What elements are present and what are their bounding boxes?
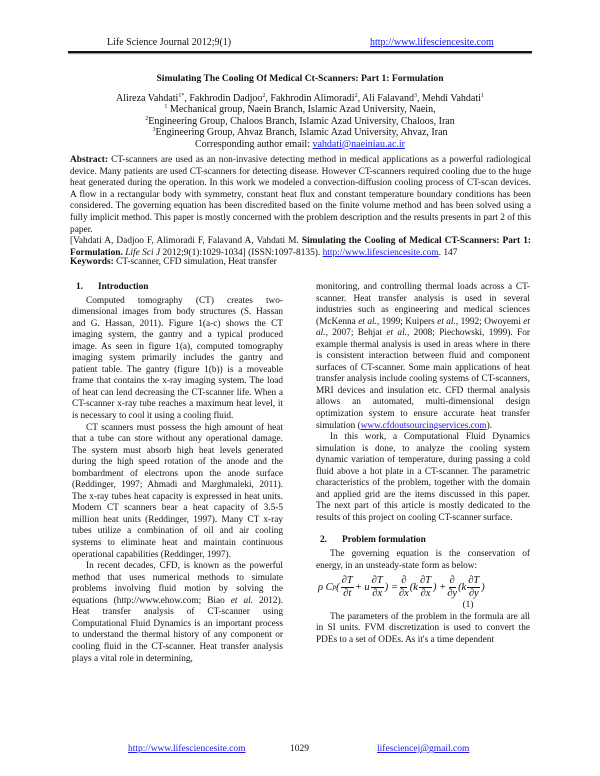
eq-term: ) [481,581,485,593]
text-run: [Vahdati A, Dadjoo F, Alimoradi F, Falavand A, Vahdati M. [70,236,302,247]
author-sup: 2 [354,93,358,99]
author: Fakhrodin Alimoradi [270,93,355,104]
section-heading-problem-formulation [316,535,530,547]
abstract-text [70,155,531,236]
citation [70,236,531,259]
paragraph [72,423,283,562]
text-run: The governing equation is the conservation of energy, in an unsteady-state form as below: [316,549,530,571]
eq-fraction: $\frac{\partial T}{\partial t}$ [341,575,353,600]
text-run: CT-scanners are used as an non-invasive detecting method in medical applications as a powerful radiological device. Many patients are used CT-scanners for detecting disease. However CT-scanners required cooling due to the huge heat generated during the operation. In this work we modeled a convection-diffusion cooling process of CT-scan devices. A flow in a rectangular body with symmetry, constant heat flux and constant temperature boundary conditions has been considered. The governing equation has been discredited based on the finite volume method and has been solved using a fully implicit method. This paper is mostly concerned with the problem description and the results presents in part 2 of this paper. [70,155,531,235]
text-run: In this work, a Computational Fluid Dynamics simulation is done, to analyze the cooling system dynamic variation of temperature, during passing a cold fluid above a hot plate in a CT-scanner. The parametric characteristics of the problem, together with the domain and applied grid are the items discussed in this paper. The next part of this article is mostly dedicated to the results of this project on cooling CT-scanner surface. [316,432,530,523]
affiliation-text: Mechanical group, Naein Branch, Islamic Azad University, Naein, [167,104,436,116]
text-run: , 1999; Kuipers [376,316,438,327]
energy-equation [318,575,530,600]
inline-link[interactable]: http://www.lifesciencesite.com [322,247,439,258]
journal-url-link[interactable]: http://www.lifesciencesite.com [370,37,494,48]
eq-term: ρ C [318,581,333,593]
corresponding-email-link[interactable]: vahdati@naeiniau.ac.ir [312,138,405,150]
abstract [70,155,531,259]
text-run: , 2007; Behjat [325,328,387,339]
eq-fraction: $\frac{\partial}{\partial x}$ [398,575,409,600]
eq-sub: p [332,582,337,591]
authors-block [0,93,600,150]
eq-fraction: $\frac{\partial T}{\partial x}$ [419,575,431,600]
italic-text: et al. [386,328,407,339]
text-run: CT-scanner, CFD simulation, Heat transfer [113,257,277,267]
paragraph [316,549,530,572]
journal-name: Life Science Journal 2012;9(1) [107,37,232,48]
bold-text: Abstract: [70,155,112,165]
footer-url-link[interactable]: http://www.lifesciencesite.com [128,744,246,754]
inline-link[interactable]: www.cfdoutsourcingservices.com [360,420,487,431]
italic-text: et al. [230,595,253,606]
italic-text: et al. [316,316,531,339]
right-column [316,282,530,646]
author: Ali Falavand [362,93,414,104]
affiliation [0,116,600,127]
text-run: Computed tomography (CT) creates two-dimensional images from body structures (S. Hassan and G. Hassan, 2011). Figure 1(a-c) shows the CT imaging system, the gantry and a typical produced image. As seen in figure 1(a), computed tomography imaging system primarily includes the gantry and patient table. The gantry (figure 1(b)) is a moveable frame that contains the x-ray imaging system. The load of heat can lend decreasing the CT-scanner life. When a CT-scanner x-ray tube reaches a maximum heat level, it is necessary to cool it using a cooling fluid. [72,295,283,422]
author: Mehdi Vahdati [421,93,481,104]
affiliation-text: Engineering Group, Ahvaz Branch, Islamic Azad University, Ahvaz, Iran [155,127,448,139]
left-column [72,282,283,665]
author-sup: 1* [178,93,185,99]
paragraph [316,432,530,524]
text-run: 2012). Heat transfer analysis of CT-scanner using Computational Fluid Dynamics is an important process to understand the thermal history of any component or cooling fluid in the CT-scanner. Heat transfer analysis plays a vital role in determining, [72,595,283,664]
author-sup: 3 [413,93,417,99]
affiliation-sup: 2 [145,115,149,122]
page-number: 1029 [290,744,309,754]
section-number: 2. [320,535,327,546]
paper-title: Simulating The Cooling Of Medical Ct-Scanners: Part 1: Formulation [156,73,444,84]
section-title: Introduction [98,282,149,292]
keywords [70,257,277,267]
italic-text: Life Sci J [125,247,161,258]
equation-number: (1) [462,600,474,611]
paragraph [72,561,283,665]
text-run: 2012;9(1):1029-1034] (ISSN:1097-8135). [160,247,323,258]
text-run: monitoring, and controlling thermal loads across a CT-scanner. Heat transfer analysis is used in several industries such as engineering and medical sciences (McKenna [316,282,530,327]
eq-term: + u [354,581,370,593]
eq-fraction: $\frac{\partial}{\partial y}$ [447,575,458,600]
text-run: ). [486,420,493,431]
corresponding-label: Corresponding author email: [195,138,313,150]
affiliation [0,127,600,138]
section-heading-introduction [72,282,283,294]
affiliation [0,104,600,115]
paragraph [316,282,530,432]
text-run: , 1992; Owoyemi [455,316,524,327]
corresponding-author [0,139,600,150]
text-run: CT scanners must possess the high amount of heat that a tube can store without any operational damage. The system must absorb high heat levels generated during the high speed rotation of the anode and the bombardment of electrons upon the anode surface (Reddinger, 1997; Ahmadi and Marghmaleki, 2011). The x-ray tubes heat capacity is expressed in heat units. Modern CT scanners bear a heat capacity of 3.5-5 million heat units (Reddinger, 1997). Many CT x-ray tubes utilize a combination of oil and air cooling systems to eliminate heat and maintain continuous operational capabilities (Reddinger, 1997). [72,422,283,560]
italic-text: et al. [358,316,377,327]
author-list: Alireza Vahdati$^{1*}$, Fakhrodin Dadjoo$^2$, Fakhrodin Alimoradi$^2$, Ali Falavand$^3$, Mehdi Vahdati$^1$ [116,93,484,104]
eq-term: ( [336,581,340,593]
author-sup: 2 [262,93,266,99]
author-sup: 1 [480,93,484,99]
italic-text: et al. [437,316,456,327]
header-rule [68,51,532,53]
text-run: In recent decades, CFD, is known as the powerful method that uses numerical methods to simulate problems involving fluid motion by solving the equations (http://www.ehow.com; Biao [72,561,283,606]
paragraph [72,296,283,423]
affiliation-sup: 3 [152,127,156,134]
bold-text: Simulating the Cooling of Medical CT-Scanners: Part 1: Formulation. [70,236,532,258]
bold-text: Keywords: [70,257,114,267]
author: Fakhrodin Dadjoo [189,93,263,104]
section-number: 1. [76,282,83,292]
footer-email-link[interactable]: lifesciencej@gmail.com [377,744,470,754]
text-run: The parameters of the problem in the formula are all in SI units. FVM discretization is used to convert the PDEs to a set of ODEs. As it's a time dependent [316,611,530,645]
section-title: Problem formulation [342,535,426,546]
author: Alireza Vahdati [116,93,179,104]
affiliation-text: Engineering Group, Chaloos Branch, Islamic Azad University, Chaloos, Iran [148,115,455,127]
eq-fraction: $\frac{\partial T}{\partial x}$ [371,575,383,600]
text-run: , 2008; Piechowski, 1999). For example thermal analysis is used in areas where in there is consistent interaction between fluid and component surfaces of CT-scanner. Some main applications of heat transfer analysis include cooling systems of CT-scanners, MRI devices and insulation etc. CFD thermal analysis allows an automated, multi-dimensional design optimization system to ensure accurate heat transfer simulation ( [316,328,531,431]
eq-term: (k [458,581,467,593]
affiliation-sup: 1 [164,104,168,111]
eq-fraction: $\frac{\partial T}{\partial y}$ [468,575,480,600]
eq-term: ) + [432,581,447,593]
eq-term: ) = [384,581,398,593]
paragraph [316,612,530,647]
text-run: . 147 [438,247,458,258]
eq-term: (k [409,581,418,593]
